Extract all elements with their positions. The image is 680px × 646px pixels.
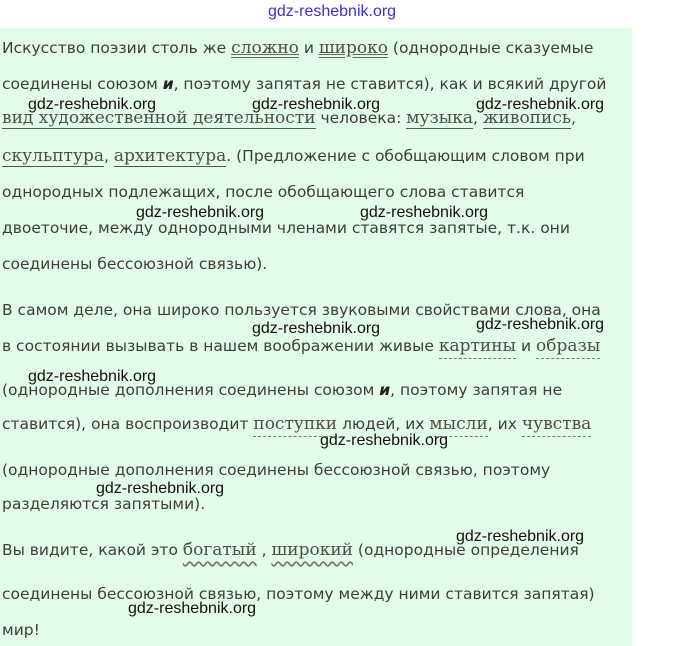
p3-line-2: соединены бессоюзной связью, поэтому между ними ставится запятая): [2, 585, 595, 603]
p3-line-3: мир!: [2, 621, 40, 639]
p1-line-4: [2, 146, 585, 166]
watermark: gdz-reshebnik.org: [476, 316, 605, 333]
text: ,: [473, 109, 483, 127]
text: ,: [256, 541, 272, 559]
watermark: gdz-reshebnik.org: [128, 600, 257, 617]
word-zhivopis: живопись: [482, 108, 572, 128]
word-mysli: мысли: [429, 414, 487, 437]
text: , их: [487, 415, 522, 433]
text: , поэтому запятая не: [390, 381, 563, 399]
text: (однородные определения: [352, 541, 579, 559]
watermark: gdz-reshebnik.org: [456, 528, 585, 545]
text: (однородные сказуемые: [387, 39, 594, 57]
watermark: gdz-reshebnik.org: [252, 96, 381, 113]
p2-line-5: (однородные дополнения соединены бессоюзной связью, поэтому: [2, 461, 551, 479]
text: Вы видите, какой это: [2, 541, 183, 559]
watermark: gdz-reshebnik.org: [136, 204, 265, 221]
text: , поэтому запятая не ставится), как и всякий другой: [173, 75, 607, 93]
p2-line-2: [2, 336, 600, 356]
word-slozhno: сложно: [231, 38, 299, 58]
text: соединены союзом: [2, 75, 163, 93]
word-shirokiy: широкий: [271, 540, 353, 560]
watermark: gdz-reshebnik.org: [28, 368, 157, 385]
word-kartiny: картины: [439, 336, 516, 359]
watermark: gdz-reshebnik.org: [28, 96, 157, 113]
text: . (Предложение с обобщающим словом при: [226, 147, 585, 165]
italic-conjunction: и: [162, 75, 174, 93]
word-shiroko: широко: [318, 38, 388, 58]
word-postupki: поступки: [253, 414, 337, 437]
watermark: gdz-reshebnik.org: [252, 320, 381, 337]
word-bogaty: богатый: [182, 540, 257, 560]
p2-line-6: разделяются запятыми).: [2, 495, 206, 513]
watermark: gdz-reshebnik.org: [320, 432, 449, 449]
p1-line-5: однородных подлежащих, после обобщающего слова ставится: [2, 183, 525, 201]
text: Искусство поэзии столь же: [2, 39, 232, 57]
word-skulptura: скульптура: [2, 146, 104, 166]
text: ,: [571, 109, 577, 127]
watermark: gdz-reshebnik.org: [476, 96, 605, 113]
word-obrazy: образы: [536, 336, 600, 359]
text: ставится), она воспроизводит: [2, 415, 254, 433]
text: ,: [103, 147, 114, 165]
word-chuvstva: чувства: [522, 414, 591, 437]
word-muzyka: музыка: [406, 108, 474, 128]
text: человека:: [315, 109, 407, 127]
watermark: gdz-reshebnik.org: [360, 204, 489, 221]
p1-line-2: [2, 74, 606, 94]
word-arkhitektura: архитектура: [113, 146, 227, 166]
text: (однородные дополнения соединены союзом: [2, 381, 380, 399]
p1-line-1: [2, 38, 593, 58]
text: в состоянии вызывать в нашем воображении живые: [2, 337, 439, 355]
p2-line-1: В самом деле, она широко пользуется звуковыми свойствами слова, она: [2, 301, 601, 319]
watermark: gdz-reshebnik.org: [96, 480, 225, 497]
p2-line-4: [2, 414, 591, 434]
p1-line-6: двоеточие, между однородными членами ставятся запятые, т.к. они: [2, 219, 570, 237]
text: людей, их: [337, 415, 430, 433]
phrase-vid: вид художественной деятельности: [2, 108, 316, 128]
text: и: [516, 337, 537, 355]
text: и: [298, 39, 319, 57]
p1-line-7: соединены бессоюзной связью).: [2, 255, 268, 273]
watermark-top: gdz-reshebnik.org: [268, 3, 397, 20]
italic-conjunction: и: [379, 381, 391, 399]
